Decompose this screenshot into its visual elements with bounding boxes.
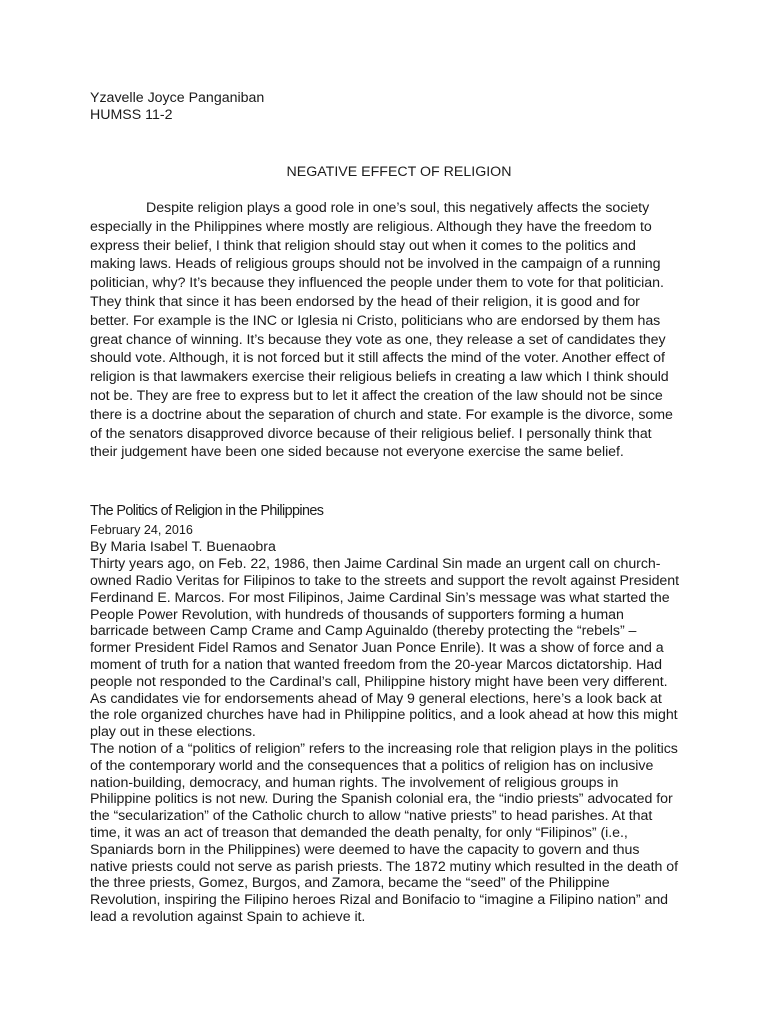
essay-title: NEGATIVE EFFECT OF RELIGION bbox=[286, 164, 512, 180]
author-name: Yzavelle Joyce Panganiban bbox=[90, 90, 265, 106]
article-paragraph-1: Thirty years ago, on Feb. 22, 1986, then Jaime Cardinal Sin made an urgent call on church-owned Radio Veritas for Filipinos to take to the streets and support the revolt against President Ferdinand E. Marcos. For most Filipinos, Jaime Cardinal Sin’s message was what started the People Power Revolution, with hundreds of thousands of supporters forming a human barricade between Camp Crame and Camp Aguinaldo (thereby protecting the “rebels” – former President Fidel Ramos and Senator Juan Ponce Enrile). It was a show of force and a moment of truth for a nation that wanted freedom from the 20-year Marcos dictatorship. Had people not responded to the Cardinal’s call, Philippine history might have been very different. As candidates vie for endorsements ahead of May 9 general elections, here’s a look back at the role organized churches have had in Philippine politics, and a look ahead at how this might play out in these elections. bbox=[90, 556, 679, 741]
article-title: The Politics of Religion in the Philippines bbox=[90, 503, 324, 520]
article bbox=[90, 503, 680, 926]
essay-body: Despite religion plays a good role in one’s soul, this negatively affects the society especially in the Philippines where mostly are religious. Although they have the freedom to express their belief, I think that religion should stay out when it comes to the politics and making laws. Heads of religious groups should not be involved in the campaign of a running politician, why? It’s because they influenced the people under them to vote for that politician. They think that since it has been endorsed by the head of their religion, it is good and for better. For example is the INC or Iglesia ni Cristo, politicians who are endorsed by them has great chance of winning. It’s because they vote as one, they release a set of candidates they should vote. Although, it is not forced but it still affects the mind of the voter. Another effect of religion is that lawmakers exercise their religious beliefs in creating a law which I think should not be. They are free to express but to let it affect the creation of the law should not be since there is a doctrine about the separation of church and state. For example is the divorce, some of the senators disapproved divorce because of their religious belief. I personally think that their judgement have been one sided because not everyone exercise the same belief. bbox=[90, 200, 673, 461]
article-paragraph-2: The notion of a “politics of religion” refers to the increasing role that religion plays in the politics of the contemporary world and the consequences that a politics of religion has on inclusive nation-building, democracy, and human rights. The involvement of religious groups in Philippine politics is not new. During the Spanish colonial era, the “indio priests” advocated for the “secularization” of the Catholic church to allow “native priests” to head parishes. At that time, it was an act of treason that demanded the death penalty, for only “Filipinos” (i.e., Spaniards born in the Philippines) were deemed to have the capacity to govern and thus native priests could not serve as parish priests. The 1872 mutiny which resulted in the death of the three priests, Gomez, Burgos, and Zamora, became the “seed” of the Philippine Revolution, inspiring the Filipino heroes Rizal and Bonifacio to “imagine a Filipino nation” and lead a revolution against Spain to achieve it. bbox=[90, 740, 678, 925]
document-content bbox=[90, 90, 680, 926]
article-byline: By Maria Isabel T. Buenaobra bbox=[90, 539, 276, 556]
article-date: February 24, 2016 bbox=[90, 523, 193, 538]
class-section: HUMSS 11-2 bbox=[90, 107, 173, 123]
